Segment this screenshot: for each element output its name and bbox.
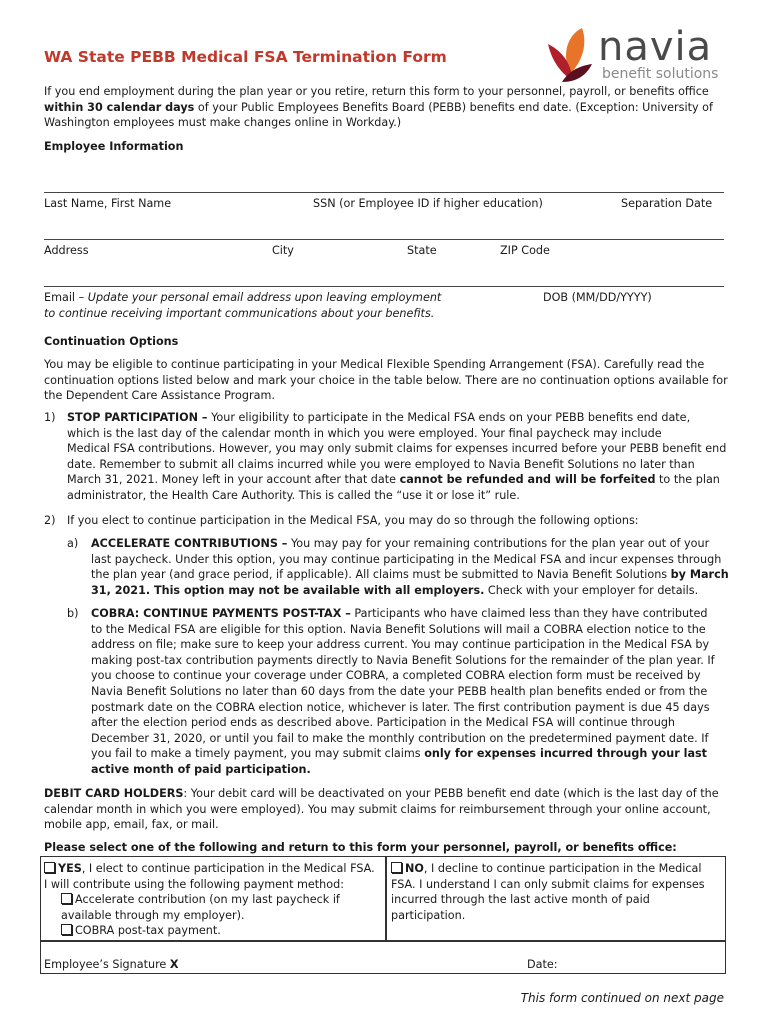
label-email: Email – Update your personal email address upon leaving employment to continue receiving important communications about your benefits.: [44, 291, 442, 320]
logo-wordmark: navia: [598, 24, 713, 70]
name-line[interactable]: [44, 192, 724, 193]
label-dob: DOB (MM/DD/YYYY): [543, 291, 652, 304]
navia-leaf-icon: [538, 22, 600, 86]
cobra-text: COBRA: CONTINUE PAYMENTS POST-TAX – Participants who have claimed less than they have contributed to the Medical FSA are eligible for this option. Navia Benefit Solutions will mail a COBRA election notice to the address on file; make sure to keep your address current. You may continue participation in the Medical FSA by making post-tax contribution payments directly to Navia Benefit Solutions for the remainder of the plan year. If you choose to continue your coverage under COBRA, a completed COBRA election form must be received by Navia Benefit Solutions no later than 60 days from the date your PEBB health plan benefits ended or from the postmark date on the COBRA election notice, whichever is later. The first contribution payment is due 45 days after the election period ends as described above. Participation in the Medical FSA will continue through December 31, 2020, or until you fail to make the monthly contribution on the predetermined payment date. If you fail to make a timely payment, you may submit claims only for expenses incurred through your last active month of paid participation.: [91, 607, 715, 776]
form-title: WA State PEBB Medical FSA Termination Form: [44, 48, 447, 66]
accelerate-contributions-text: ACCELERATE CONTRIBUTIONS – You may pay for your remaining contributions for the plan year out of your last paycheck. Under this option, you may continue participating in the Medical FSA and incur expenses through the plan year (and grace period, if applicable). All claims must be submitted to Navia Benefit Solutions by March 31, 2021. This option may not be available with all employers. Check with your employer for details.: [91, 537, 729, 597]
item-a-letter: a): [67, 537, 79, 550]
cobra-checkbox[interactable]: [61, 924, 72, 935]
logo-tagline: benefit solutions: [602, 66, 719, 82]
label-state: State: [407, 244, 437, 257]
yes-option: YES, I elect to continue participation in the Medical FSA. I will contribute using the following payment method: Accelerate contribution (on my last paycheck if available through my employer). COBRA post-tax payment.: [44, 862, 375, 938]
item-2-text: If you elect to continue participation in the Medical FSA, you may do so through the following options:: [67, 514, 639, 527]
yes-checkbox[interactable]: [44, 862, 55, 873]
label-zip: ZIP Code: [500, 244, 550, 257]
date-field[interactable]: Date:: [527, 958, 558, 971]
no-checkbox[interactable]: [391, 862, 402, 873]
address-line[interactable]: [44, 239, 724, 240]
navia-logo: [538, 22, 728, 86]
label-ssn: SSN (or Employee ID if higher education): [313, 197, 543, 210]
email-line[interactable]: [44, 286, 724, 287]
label-city: City: [272, 244, 294, 257]
item-2-number: 2): [44, 514, 56, 527]
item-b-letter: b): [67, 607, 79, 620]
continuation-heading: Continuation Options: [44, 335, 179, 348]
no-option: NO, I decline to continue participation in the Medical FSA. I understand I can only submit claims for expenses incurred through the last active month of paid participation.: [391, 862, 705, 922]
continued-note: This form continued on next page: [520, 991, 724, 1005]
signature-field[interactable]: Employee’s Signature X: [44, 958, 179, 971]
label-address: Address: [44, 244, 89, 257]
employee-info-heading: Employee Information: [44, 140, 184, 153]
selection-heading: Please select one of the following and return to this form your personnel, payroll, or benefits office:: [44, 841, 677, 854]
item-1-number: 1): [44, 411, 56, 424]
stop-participation-text: STOP PARTICIPATION – Your eligibility to participate in the Medical FSA ends on your PEBB benefits end date, which is the last day of the calendar month in which you were employed. Your final paycheck may include Medical FSA contributions. However, you may only submit claims for expenses incurred before your PEBB benefit end date. Remember to submit all claims incurred while you were employed to Navia Benefit Solutions no later than March 31, 2021. Money left in your account after that date cannot be refunded and will be forfeited to the plan administrator, the Health Care Authority. This is called the “use it or lose it” rule.: [67, 411, 727, 502]
continuation-intro: You may be eligible to continue participating in your Medical Flexible Spending Arrangement (FSA). Carefully read the continuation options listed below and mark your choice in the table below. There are no continuation options available for the Dependent Care Assistance Program.: [44, 358, 728, 403]
debit-card-paragraph: DEBIT CARD HOLDERS: Your debit card will be deactivated on your PEBB benefit end date (which is the last day of the calendar month in which you were employed). You may submit claims for reimbursement through your online account, mobile app, email, fax, or mail.: [44, 787, 719, 832]
label-name: Last Name, First Name: [44, 197, 172, 210]
label-separation-date: Separation Date: [621, 197, 713, 210]
intro-paragraph: If you end employment during the plan year or you retire, return this form to your personnel, payroll, or benefits office within 30 calendar days of your Public Employees Benefits Board (PEBB) benefits end date. (Exception: University of Washington employees must make changes online in Workday.): [44, 85, 713, 130]
accelerate-checkbox[interactable]: [61, 893, 72, 904]
